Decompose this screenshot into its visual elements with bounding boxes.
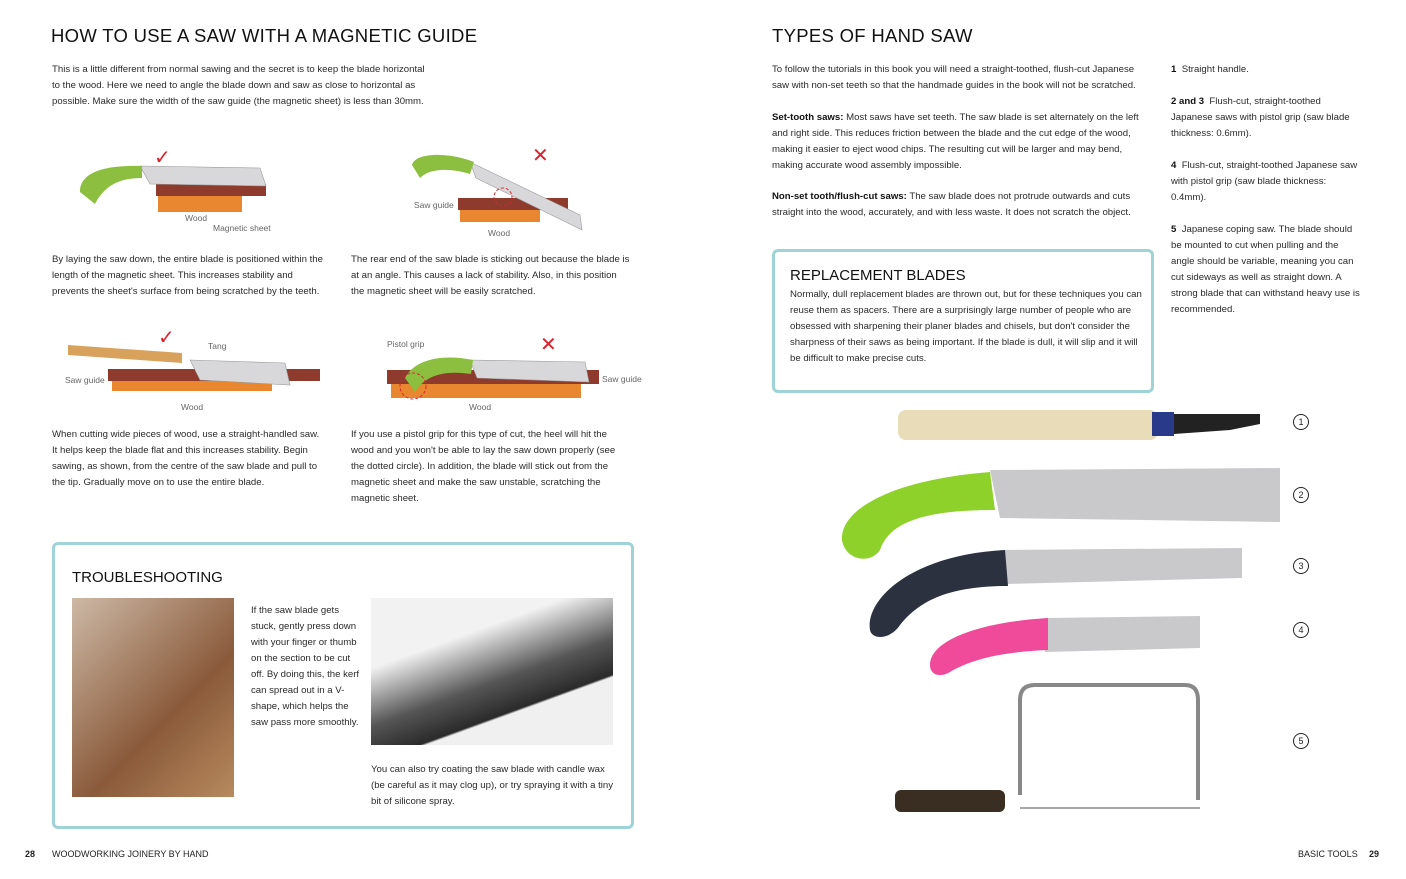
label-pistol-grip: Pistol grip bbox=[387, 339, 425, 349]
callout-5: 5 bbox=[1293, 733, 1309, 749]
label-saw-guide: Saw guide bbox=[65, 375, 105, 385]
page-title-left: HOW TO USE A SAW WITH A MAGNETIC GUIDE bbox=[51, 25, 478, 46]
running-footer-book: WOODWORKING JOINERY BY HAND bbox=[52, 849, 209, 859]
list-text: Flush-cut, straight-toothed Japanese saw with pistol grip (saw blade thickness: 0.4mm). bbox=[1171, 160, 1358, 203]
fig1-caption: By laying the saw down, the entire blade is positioned within the length of the magnetic sheet. This increases stability and prevents the sheet's surface from being scratched by the teeth. bbox=[52, 254, 323, 297]
fig4-caption: If you use a pistol grip for this type of cut, the heel will hit the wood and you won't be able to lay the saw down properly (see the dotted circle). In addition, the blade will stick out from the magnetic sheet and make the saw unstable, scratching the magnetic sheet. bbox=[351, 429, 616, 504]
page-title-right: TYPES OF HAND SAW bbox=[772, 25, 973, 46]
list-item bbox=[1171, 94, 1361, 142]
photo-waxing-saw-blade bbox=[371, 598, 613, 745]
label-tang: Tang bbox=[208, 341, 227, 351]
saw-2-pistol-grip-green bbox=[842, 468, 1280, 559]
saw-angled-illustration bbox=[410, 140, 590, 240]
set-tooth-text: Most saws have set teeth. The saw blade is set alternately on the left and right side. This reduces friction between the blade and the cut edge of the wood, making it easier to eject wood chips. The resulting cut will be larger and may bend, making accurate wood assembly impossible. bbox=[772, 112, 1139, 171]
replacement-title: REPLACEMENT BLADES bbox=[790, 267, 966, 284]
fig2-caption: The rear end of the saw blade is sticking out because the blade is at an angle. This causes a lack of stability. Also, in this position the magnetic sheet will be easily scratched. bbox=[351, 254, 630, 297]
figure-correct-straight-handle bbox=[60, 325, 330, 417]
list-num: 1 bbox=[1171, 64, 1177, 75]
list-num: 4 bbox=[1171, 160, 1177, 171]
list-text: Flush-cut, straight-toothed Japanese saws with pistol grip (saw blade thickness: 0.6mm). bbox=[1171, 96, 1350, 139]
saws-photo bbox=[830, 400, 1290, 820]
callout-3: 3 bbox=[1293, 558, 1309, 574]
saw-5-coping-saw bbox=[895, 685, 1200, 812]
fig3-caption: When cutting wide pieces of wood, use a straight-handled saw. It helps keep the blade flat and this increases stability. Begin sawing, as shown, from the centre of the saw blade and pull to the tip. Gradually move on to use the entire blade. bbox=[52, 429, 320, 488]
label-wood: Wood bbox=[469, 402, 492, 412]
list-item bbox=[1171, 62, 1361, 78]
list-text: Straight handle. bbox=[1181, 64, 1249, 75]
troubleshooting-text-2: You can also try coating the saw blade with candle wax (be careful as it may clog up), or try spraying it with a tiny bit of silicone spray. bbox=[371, 764, 614, 807]
running-footer-section: BASIC TOOLS bbox=[1298, 849, 1358, 859]
page-number-right: 29 bbox=[1369, 849, 1380, 859]
label-saw-guide: Saw guide bbox=[414, 200, 454, 210]
saw-types-list bbox=[1171, 62, 1361, 318]
callout-4: 4 bbox=[1293, 622, 1309, 638]
page-number-left: 28 bbox=[25, 849, 36, 859]
non-set-term: Non-set tooth/flush-cut saws: bbox=[772, 191, 907, 202]
label-magnetic-sheet: Magnetic sheet bbox=[213, 223, 271, 233]
label-saw-guide: Saw guide bbox=[602, 374, 642, 384]
label-wood: Wood bbox=[181, 402, 204, 412]
replacement-text: Normally, dull replacement blades are thrown out, but for these techniques you can reuse them as spacers. There are a surprisingly large number of people who are obsessed with sharpening their planer blades and chisels, but don't consider the sharpness of their saws as being important. If the blade is dull, it will slip and it will be difficult to make precise cuts. bbox=[790, 289, 1142, 364]
list-item bbox=[1171, 158, 1361, 206]
set-tooth-paragraph bbox=[772, 110, 1142, 174]
intro-text: This is a little different from normal sawing and the secret is to keep the blade horizontal to the wood. Here we need to angle the blade down and saw as close to horizontal as possible. Make sure the width of the saw guide (the magnetic sheet) is less than 30mm. bbox=[52, 64, 425, 107]
list-item bbox=[1171, 222, 1361, 318]
figure-correct-flat bbox=[70, 140, 310, 240]
check-mark-icon: ✓ bbox=[154, 147, 171, 169]
saw-1-straight-handle bbox=[898, 410, 1260, 440]
callout-2: 2 bbox=[1293, 487, 1309, 503]
figure-incorrect-angled bbox=[410, 140, 590, 240]
troubleshooting-box bbox=[52, 542, 634, 829]
list-num: 2 and 3 bbox=[1171, 96, 1205, 107]
troubleshooting-title: TROUBLESHOOTING bbox=[72, 569, 223, 586]
label-wood: Wood bbox=[185, 213, 208, 223]
check-mark-icon: ✓ bbox=[158, 327, 175, 349]
callout-1: 1 bbox=[1293, 414, 1309, 430]
photo-hand-pressing-saw bbox=[72, 598, 234, 797]
intro-text-right: To follow the tutorials in this book you will need a straight-toothed, flush-cut Japanese saw with non-set teeth so that the handmade guides in the book will not be scratched. bbox=[772, 64, 1136, 91]
saw-4-pistol-grip-pink bbox=[930, 616, 1200, 675]
list-text: Japanese coping saw. The blade should be mounted to cut when pulling and the angle should be variable, meaning you can cut sideways as well as straight down. A strong blade that can withstand heavy use is recommended. bbox=[1171, 224, 1360, 315]
troubleshooting-text-1: If the saw blade gets stuck, gently press down with your finger or thumb on the section to be cut off. By doing this, the kerf can spread out in a V-shape, which helps the saw pass more smoothly. bbox=[251, 605, 360, 728]
cross-mark-icon: ✕ bbox=[540, 334, 557, 356]
non-set-text: The saw blade does not protrude outwards and cuts straight into the wood, accurately, and with less waste. It does not scratch the object. bbox=[772, 191, 1131, 218]
cross-mark-icon: ✕ bbox=[532, 145, 549, 167]
list-num: 5 bbox=[1171, 224, 1177, 235]
set-tooth-term: Set-tooth saws: bbox=[772, 112, 844, 123]
replacement-blades-box bbox=[772, 249, 1154, 393]
non-set-paragraph bbox=[772, 189, 1142, 221]
figure-incorrect-pistol-grip bbox=[385, 330, 645, 417]
saw-flat-illustration bbox=[70, 140, 310, 240]
label-wood: Wood bbox=[488, 228, 511, 238]
